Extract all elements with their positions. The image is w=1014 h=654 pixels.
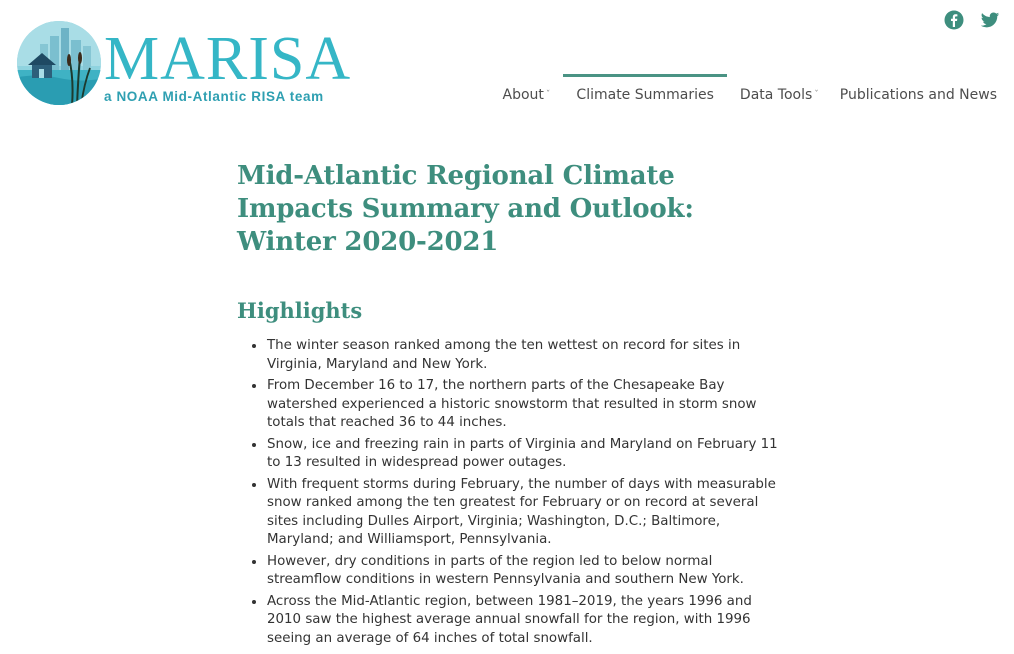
nav-about-label: About — [502, 87, 544, 103]
nav-publications-label: Publications and News — [839, 87, 997, 103]
list-item: • With frequent storms during February, the number of days with measurable snow ranked among the ten greatest for February or on record at several sites including Dulles Airport, Virginia; Washington, D.C.; Baltimore, Maryland; and Williamsport, Pennsylvania. — [266, 476, 782, 550]
logo-tagline: a NOAA Mid-Atlantic RISA team — [104, 89, 324, 104]
marisa-logo[interactable] — [14, 18, 364, 108]
page-title: Mid-Atlantic Regional Climate Impacts Summary and Outlook: Winter 2020-2021 — [237, 161, 694, 257]
nav-climate-summaries[interactable] — [563, 74, 727, 107]
chevron-down-icon: ˇ — [814, 90, 819, 100]
nav-climate-summaries-label: Climate Summaries — [576, 87, 714, 103]
nav-about[interactable] — [503, 74, 551, 107]
twitter-icon — [980, 10, 1000, 30]
facebook-icon — [944, 10, 964, 30]
nav-data-tools-label: Data Tools — [739, 87, 813, 103]
chevron-down-icon: ˇ — [545, 90, 551, 100]
list-item: • From December 16 to 17, the northern parts of the Chesapeake Bay watershed experienced a historic snowstorm that resulted in storm snow totals that reached 36 to 44 inches. — [266, 377, 782, 433]
list-item: • Snow, ice and freezing rain in parts of Virginia and Maryland on February 11 to 13 resulted in widespread power outages. — [266, 436, 782, 473]
site-header — [0, 0, 1014, 130]
nav-publications-and-news[interactable] — [840, 74, 997, 107]
main-nav — [503, 74, 997, 107]
social-links — [944, 10, 1000, 30]
facebook-link[interactable] — [944, 10, 964, 30]
twitter-link[interactable] — [980, 10, 1000, 30]
highlights-heading: Highlights — [237, 298, 363, 323]
logo-emblem-icon — [14, 18, 104, 108]
list-item: • The winter season ranked among the ten wettest on record for sites in Virginia, Maryland and New York. — [266, 337, 782, 374]
logo-wordmark: MARISA — [104, 25, 352, 93]
highlights-list — [237, 337, 782, 648]
list-item: • However, dry conditions in parts of the region led to below normal streamflow conditions in western Pennsylvania and southern New York. — [266, 553, 782, 590]
nav-data-tools[interactable] — [740, 74, 819, 107]
list-item: • Across the Mid-Atlantic region, between 1981–2019, the years 1996 and 2010 saw the highest average annual snowfall for the region, with 1996 seeing an average of 64 inches of total snowfall. — [266, 593, 782, 649]
main-content — [237, 160, 782, 651]
